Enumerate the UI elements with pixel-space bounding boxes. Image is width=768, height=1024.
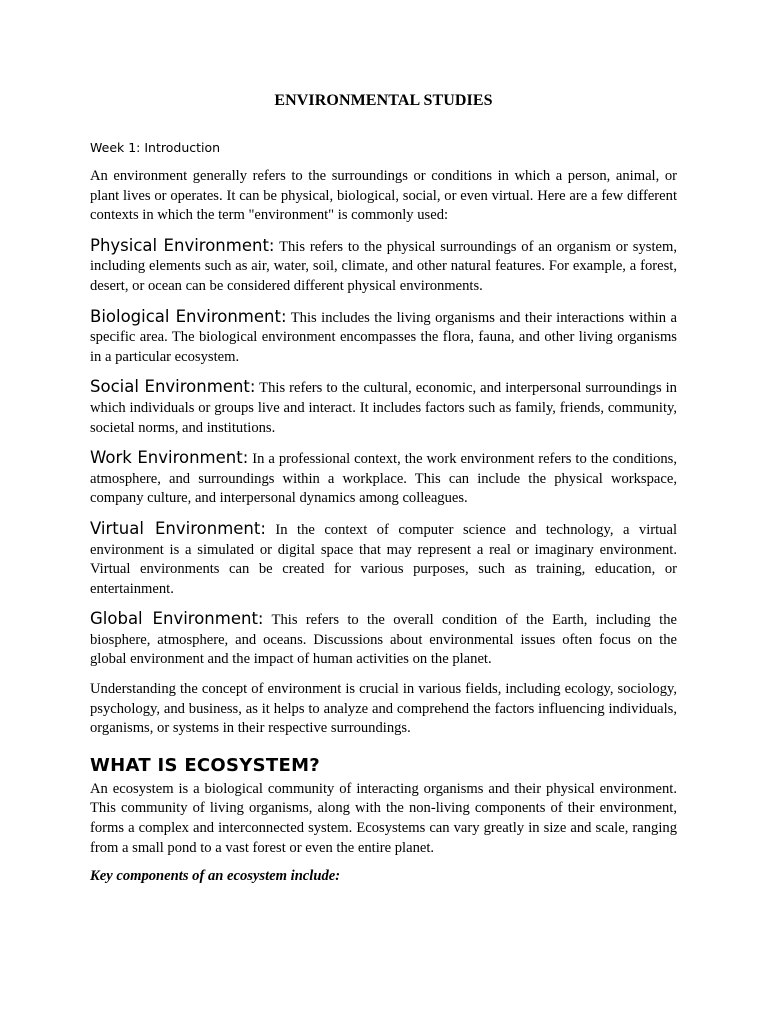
definition-social	[90, 377, 677, 438]
definition-text: In the context of computer science and technology, a virtual environment is a simulated or digital space that may represent a real or imaginary environment. Virtual environments can be created for various purposes, such as training, education, or entertainment.	[90, 521, 677, 597]
definition-term: Global Environment:	[90, 609, 264, 629]
definition-text: This refers to the overall condition of the Earth, including the biosphere, atmosphere, and oceans. Discussions about environmental issues often focus on the global environment and the impact of human activities on the planet.	[90, 612, 678, 668]
definition-text: This refers to the physical surroundings of an organism or system, including elements such as air, water, soil, climate, and other natural features. For example, a forest, desert, or ocean can be considered different physical environments.	[90, 238, 677, 294]
document-title: ENVIRONMENTAL STUDIES	[274, 92, 493, 109]
definition-biological	[90, 307, 677, 368]
definition-text: In a professional context, the work environment refers to the conditions, atmosphere, and surroundings within a workplace. This can include the physical workspace, company culture, and interpersonal dynamics among colleagues.	[90, 451, 677, 507]
definition-text: This refers to the cultural, economic, and interpersonal surroundings in which individuals or groups live and interact. It includes factors such as family, friends, community, societal norms, and institutions.	[90, 380, 677, 436]
definition-term: Physical Environment:	[90, 235, 275, 255]
definition-virtual	[90, 519, 677, 599]
definition-work	[90, 448, 677, 509]
definition-term: Biological Environment:	[90, 306, 287, 326]
ecosystem-paragraph: An ecosystem is a biological community of interacting organisms and their physical environment. This community of living organisms, along with the non-living components of their environment, forms a complex and interconnected system. Ecosystems can vary greatly in size and scale, ranging from a small pond to a vast forest or even the entire planet.	[90, 780, 677, 856]
definition-text: This includes the living organisms and their interactions within a specific area. The biological environment encompasses the flora, fauna, and other living organisms in a particular ecosystem.	[90, 309, 677, 365]
definition-term: Work Environment:	[90, 448, 249, 468]
week-label: Week 1: Introduction	[90, 140, 221, 155]
definition-global	[90, 609, 677, 670]
conclusion-paragraph: Understanding the concept of environment is crucial in various fields, including ecology, sociology, psychology, and business, as it helps to analyze and comprehend the factors influencing individuals, organisms, or systems in their respective surroundings.	[90, 681, 677, 737]
intro-paragraph: An environment generally refers to the surroundings or conditions in which a person, animal, or plant lives or operates. It can be physical, biological, social, or even virtual. Here are a few different contexts in which the term "environment" is commonly used:	[90, 168, 677, 224]
document-content	[90, 92, 677, 885]
definition-physical	[90, 236, 677, 297]
definition-term: Social Environment:	[90, 377, 256, 397]
ecosystem-heading: WHAT IS ECOSYSTEM?	[90, 754, 321, 776]
key-components-label: Key components of an ecosystem include:	[90, 868, 341, 885]
definition-term: Virtual Environment:	[90, 518, 266, 538]
